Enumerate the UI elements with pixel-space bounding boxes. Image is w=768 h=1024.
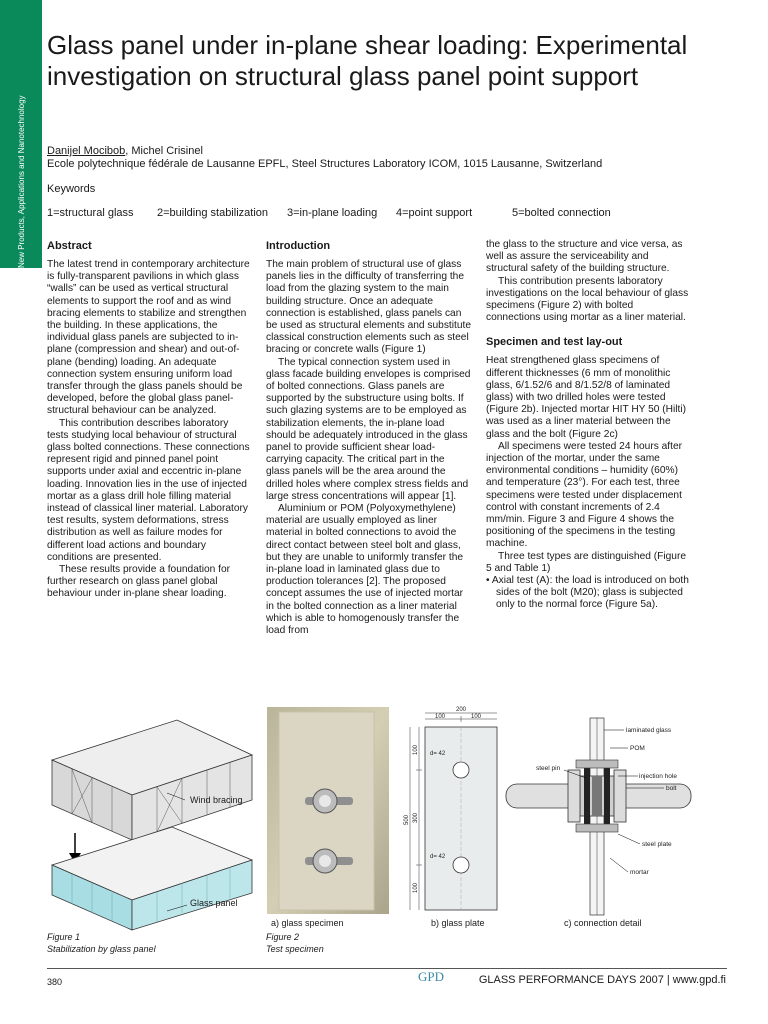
- figure-2b-label: b) glass plate: [431, 918, 485, 928]
- label-pom: POM: [630, 745, 645, 752]
- third-column: [486, 239, 690, 612]
- col3-p1: the glass to the structure and vice versa, as well as assure the serviceability and structural safety of the building structure.: [486, 239, 683, 275]
- figure-2c-label: c) connection detail: [564, 918, 642, 928]
- keyword-2: 2=building stabilization: [157, 207, 268, 219]
- keyword-1: 1=structural glass: [47, 207, 134, 219]
- hole-label-2: d= 42: [430, 854, 446, 860]
- dim-100-b: 100: [471, 714, 482, 720]
- introduction-p2: The typical connection system used in glass facade building envelopes is comprised of bolted connections. Glass panels are supported by the substructure using bolts. If such glazing systems are to be employed as stabilization elements, the in-plane load should be adequately introduced in the glass panel to provide sufficient shear load-carrying capacity. The critical part in the glass panels will be the area around the drilled holes where complex stress fields and large stress concentrations will appear [1].: [266, 356, 471, 502]
- axial-test-bullet: • Axial test (A): the load is introduced on both sides of the bolt (M20); glass is subjected only to the normal force (Figure 5a).: [486, 575, 689, 611]
- affiliation: Ecole polytechnique fédérale de Lausanne EPFL, Steel Structures Laboratory ICOM, 1015 Lausanne, Switzerland: [47, 158, 603, 170]
- figure-2c-drawing: [506, 718, 691, 915]
- keywords-label: Keywords: [47, 183, 96, 195]
- abstract-p3: These results provide a foundation for further research on glass panel global behaviour under in-plane shear loading.: [47, 564, 231, 600]
- dim-500: 500: [404, 814, 410, 825]
- col3-p4: All specimens were tested 24 hours after injection of the mortar, under the same environmental conditions – humidity (60%) and temperature (23°). For each test, three specimens were tested under displacement control with constant increments of 2.4 mm/min. Figure 3 and Figure 4 shows the positioning of the specimens in the testing machine.: [486, 440, 683, 550]
- label-steel-pin: steel pin: [536, 765, 561, 772]
- gpd-logo-text: GPD: [418, 969, 445, 984]
- gpd-logo-icon: [417, 968, 445, 994]
- figure-2-caption: [266, 931, 324, 955]
- authors: [47, 145, 203, 157]
- author-2: Michel Crisinel: [131, 145, 203, 157]
- abstract-p2: This contribution describes laboratory tests studying local behaviour of structural glass bolted connections. These connections represent rigid and pinned panel point supports under axial and eccentric in-plane loading. Innovation lies in the use of injected mortar as a glass drill hole filling material instead of classical liner material. Laboratory test results, system deformations, stress distribution as well as failure modes for different load actions and boundary conditions are presented.: [47, 417, 250, 563]
- author-separator: ,: [125, 145, 132, 157]
- footer-text: GLASS PERFORMANCE DAYS 2007 | www.gpd.fi: [478, 974, 726, 986]
- figure-1-caption-number: Figure 1: [47, 932, 81, 942]
- col3-p3: Heat strengthened glass specimens of different thicknesses (6 mm of monolithic glass, 6/1.52/6 and 8/1.52/8 of laminated glass) with two drilled holes were tested (Figure 2b). Injected mortar HIT HY 50 (Hilti) was used as a liner material between the glass and the bolt (Figure 2c): [486, 355, 687, 440]
- dim-300: 300: [413, 812, 419, 823]
- introduction-column: [266, 240, 471, 637]
- page-number: 380: [47, 977, 63, 987]
- specimen-heading: Specimen and test lay-out: [486, 336, 623, 349]
- dim-100-a: 100: [435, 714, 446, 720]
- author-1[interactable]: Danijel Mocibob: [47, 145, 126, 157]
- figure-2b-drawing: [395, 705, 505, 915]
- label-bolt: bolt: [666, 785, 677, 792]
- dim-100-d: 100: [413, 882, 419, 893]
- abstract-p1: The latest trend in contemporary architecture is fully-transparent pavilions in which glass “walls” can be used as vertical structural elements to support the roof and as wind bracing elements to stabilize and strengthen the building. In these applications, the individual glass panels are subjected to in-plane (compression and shear) and out-of-plane (bending) loading. An adequate connection system ensuring uniform load transfer through the glass panels should be developed, before the global glass panel-structural behaviour can be analyzed.: [47, 259, 250, 417]
- paper-title: Glass panel under in-plane shear loading: Experimental investigation on structural glass panel point support: [47, 30, 688, 91]
- introduction-p3: Aluminium or POM (Polyoxymethylene) material are usually employed as liner material in bolted connections to avoid the direct contact between steel bolt and glass, but they are unable to uniformly transfer the in-plane load in laminated glass due to production tolerances [2]. The proposed concept assumes the use of injected mortar in the bolted connection as a liner material which is able to homogenously transfer the load from: [266, 503, 464, 637]
- label-mortar: mortar: [630, 869, 649, 876]
- dim-200: 200: [456, 707, 467, 713]
- keyword-5: 5=bolted connection: [512, 207, 611, 219]
- footer-rule: [47, 968, 727, 969]
- figure-2a-label: a) glass specimen: [271, 918, 344, 928]
- keyword-4: 4=point support: [396, 207, 473, 219]
- hole-label-1: d= 42: [430, 751, 446, 757]
- introduction-p1: The main problem of structural use of glass panels lies in the difficulty of transferring the load from the glazing system to the main building structure. Once an adequate connection is established, glass panels can be used as structural elements and substitute classical construction elements such as steel bracing or concrete walls (Figure 1): [266, 259, 471, 356]
- label-steel-plate: steel plate: [642, 841, 672, 848]
- figure-1-glass-label: Glass panel: [190, 898, 238, 908]
- figure-1-wind-label: Wind bracing: [190, 795, 243, 805]
- figure-1-caption: [47, 931, 156, 955]
- abstract-heading: Abstract: [47, 240, 92, 252]
- introduction-heading: Introduction: [266, 240, 331, 252]
- figure-2a-photo: [267, 707, 389, 914]
- label-laminated-glass: laminated glass: [626, 727, 672, 734]
- sidebar-text: New Products, Applications and Nanotechnology: [17, 95, 26, 268]
- figure-1-caption-text: Stabilization by glass panel: [47, 944, 156, 954]
- dim-100-c: 100: [413, 744, 419, 755]
- abstract-column: [47, 240, 252, 601]
- label-injection-hole: injection hole: [639, 773, 677, 780]
- figure-2-caption-number: Figure 2: [266, 932, 300, 942]
- col3-p5: Three test types are distinguished (Figure 5 and Table 1): [486, 550, 686, 574]
- figure-2-caption-text: Test specimen: [266, 944, 324, 954]
- col3-p2: This contribution presents laboratory investigations on the local behaviour of glass specimens (Figure 2) with bolted connections using mortar as a liner material.: [486, 275, 689, 324]
- keyword-3: 3=in-plane loading: [287, 207, 378, 219]
